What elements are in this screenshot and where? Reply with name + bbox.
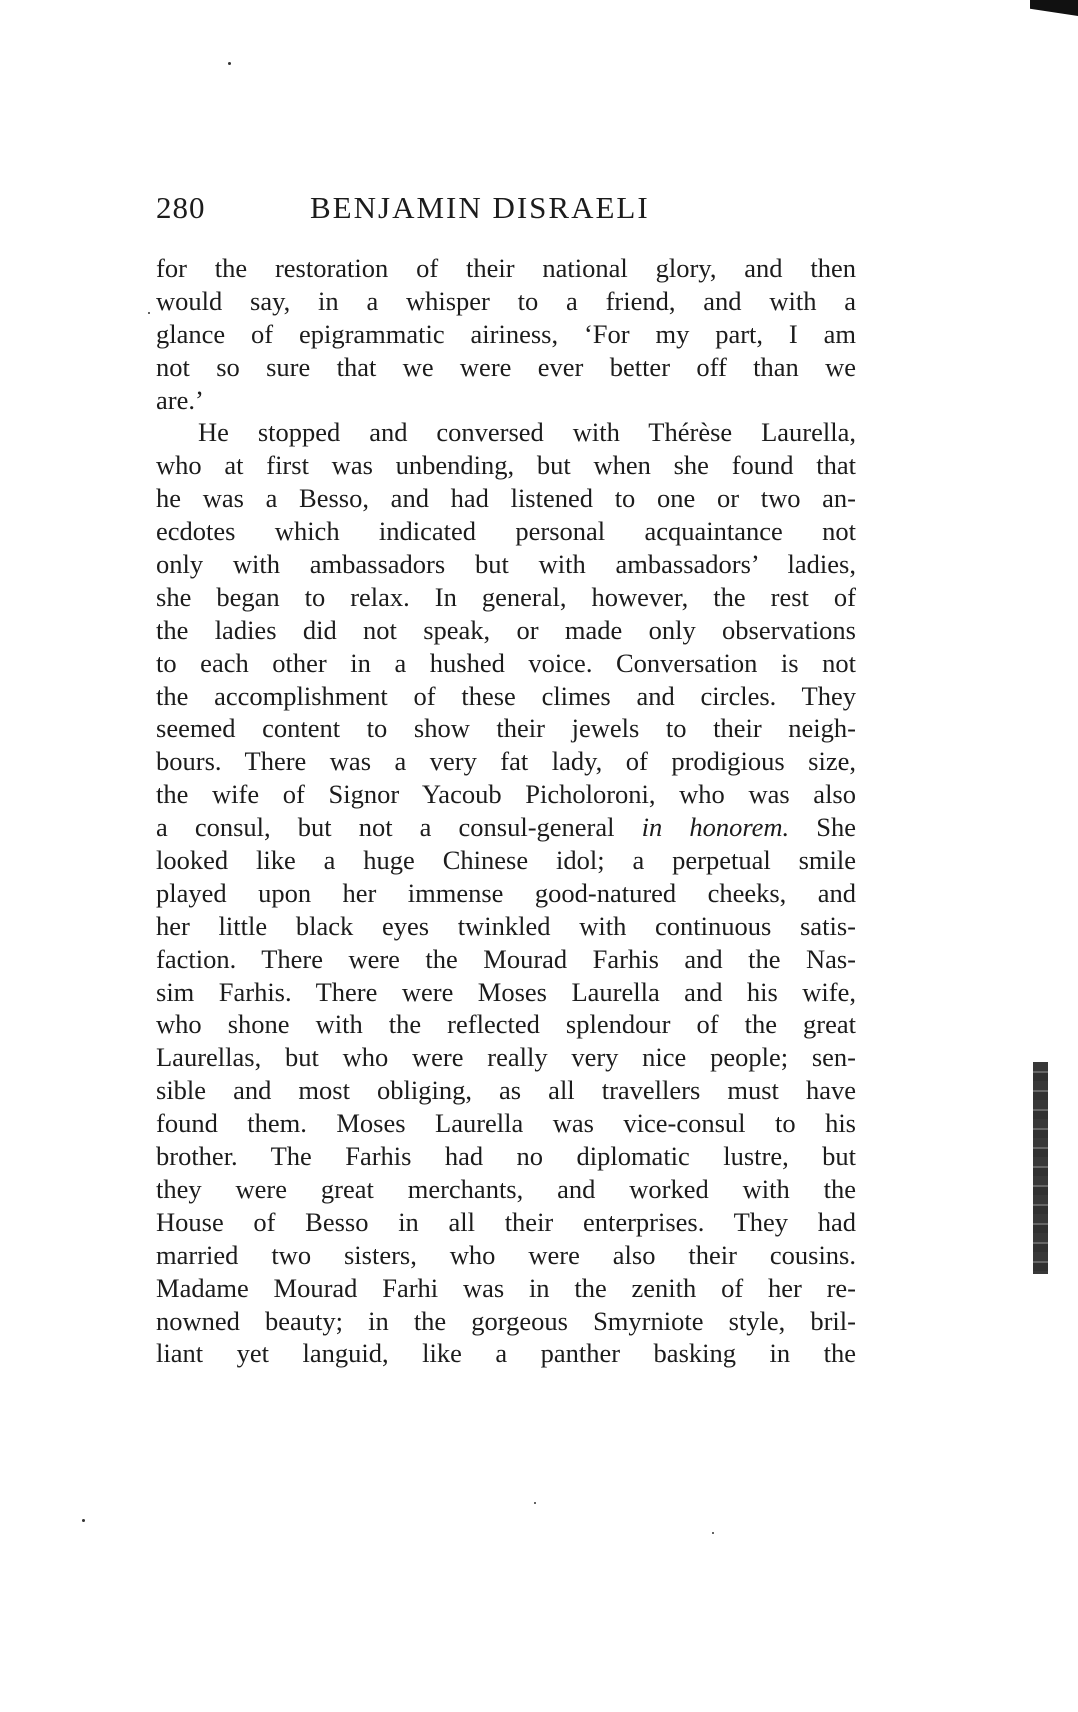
text-line: married two sisters, who were also their cousins. [156,1239,856,1270]
text-line: nowned beauty; in the gorgeous Smyrniote style, bril- [156,1305,856,1336]
page-header [156,183,856,233]
body-text [156,252,856,1370]
text-line: who at first was unbending, but when she found that [156,450,856,481]
text-line: played upon her immense good-natured cheeks, and [156,877,856,908]
text-line: not so sure that we were ever better off than we [156,351,856,382]
text-line: they were great merchants, and worked with the [156,1173,856,1204]
text-line: to each other in a hushed voice. Conversation is not [156,647,856,678]
text-line: sim Farhis. There were Moses Laurella and his wife, [156,976,856,1007]
scan-speck [82,1519,85,1522]
text-line: glance of epigrammatic airiness, ‘For my part, I am [156,318,856,349]
running-title: BENJAMIN DISRAELI [310,190,650,225]
scan-edge-mark [1033,1062,1048,1274]
text-line: who shone with the reflected splendour of the great [156,1009,856,1040]
text-line [156,811,856,844]
text-line: bours. There was a very fat lady, of prodigious size, [156,746,856,777]
text-line: Madame Mourad Farhi was in the zenith of her re- [156,1272,856,1303]
text-line: liant yet languid, like a panther basking in the [156,1338,856,1369]
text-line: House of Besso in all their enterprises. They had [156,1206,856,1237]
text-line: the wife of Signor Yacoub Picholoroni, who was also [156,779,856,810]
text-line: faction. There were the Mourad Farhis and the Nas- [156,943,856,974]
text-line: the accomplishment of these climes and circles. They [156,680,856,711]
text-segment: She [789,812,856,843]
text-line: she began to relax. In general, however, the rest of [156,581,856,612]
text-line: the ladies did not speak, or made only observations [156,614,856,645]
scan-speck [228,62,231,65]
text-line: Laurellas, but who were really very nice people; sen- [156,1042,856,1073]
text-line: ecdotes which indicated personal acquaintance not [156,516,856,547]
text-line: are.’ [156,384,204,415]
text-line: would say, in a whisper to a friend, and with a [156,285,856,316]
scan-speck [534,1502,536,1504]
scan-speck [712,1532,714,1534]
text-line: he was a Besso, and had listened to one or two an- [156,483,856,514]
text-line: brother. The Farhis had no diplomatic lustre, but [156,1141,856,1172]
page-number: 280 [156,190,206,225]
text-line: found them. Moses Laurella was vice-consul to his [156,1108,856,1139]
italic-phrase: in honorem. [641,812,790,843]
text-line: looked like a huge Chinese idol; a perpetual smile [156,845,856,876]
scan-corner-mark [1030,0,1078,16]
text-line: sible and most obliging, as all travellers must have [156,1075,856,1106]
text-line: for the restoration of their national glory, and then [156,253,856,283]
paragraph-start-line: He stopped and conversed with Thérèse Laurella, [198,417,856,448]
text-line: her little black eyes twinkled with continuous satis- [156,910,856,941]
text-line: only with ambassadors but with ambassadors’ ladies, [156,549,856,580]
scan-speck [148,312,150,314]
text-line: seemed content to show their jewels to their neigh- [156,713,856,744]
text-segment: a consul, but not a consul-general [156,812,642,843]
